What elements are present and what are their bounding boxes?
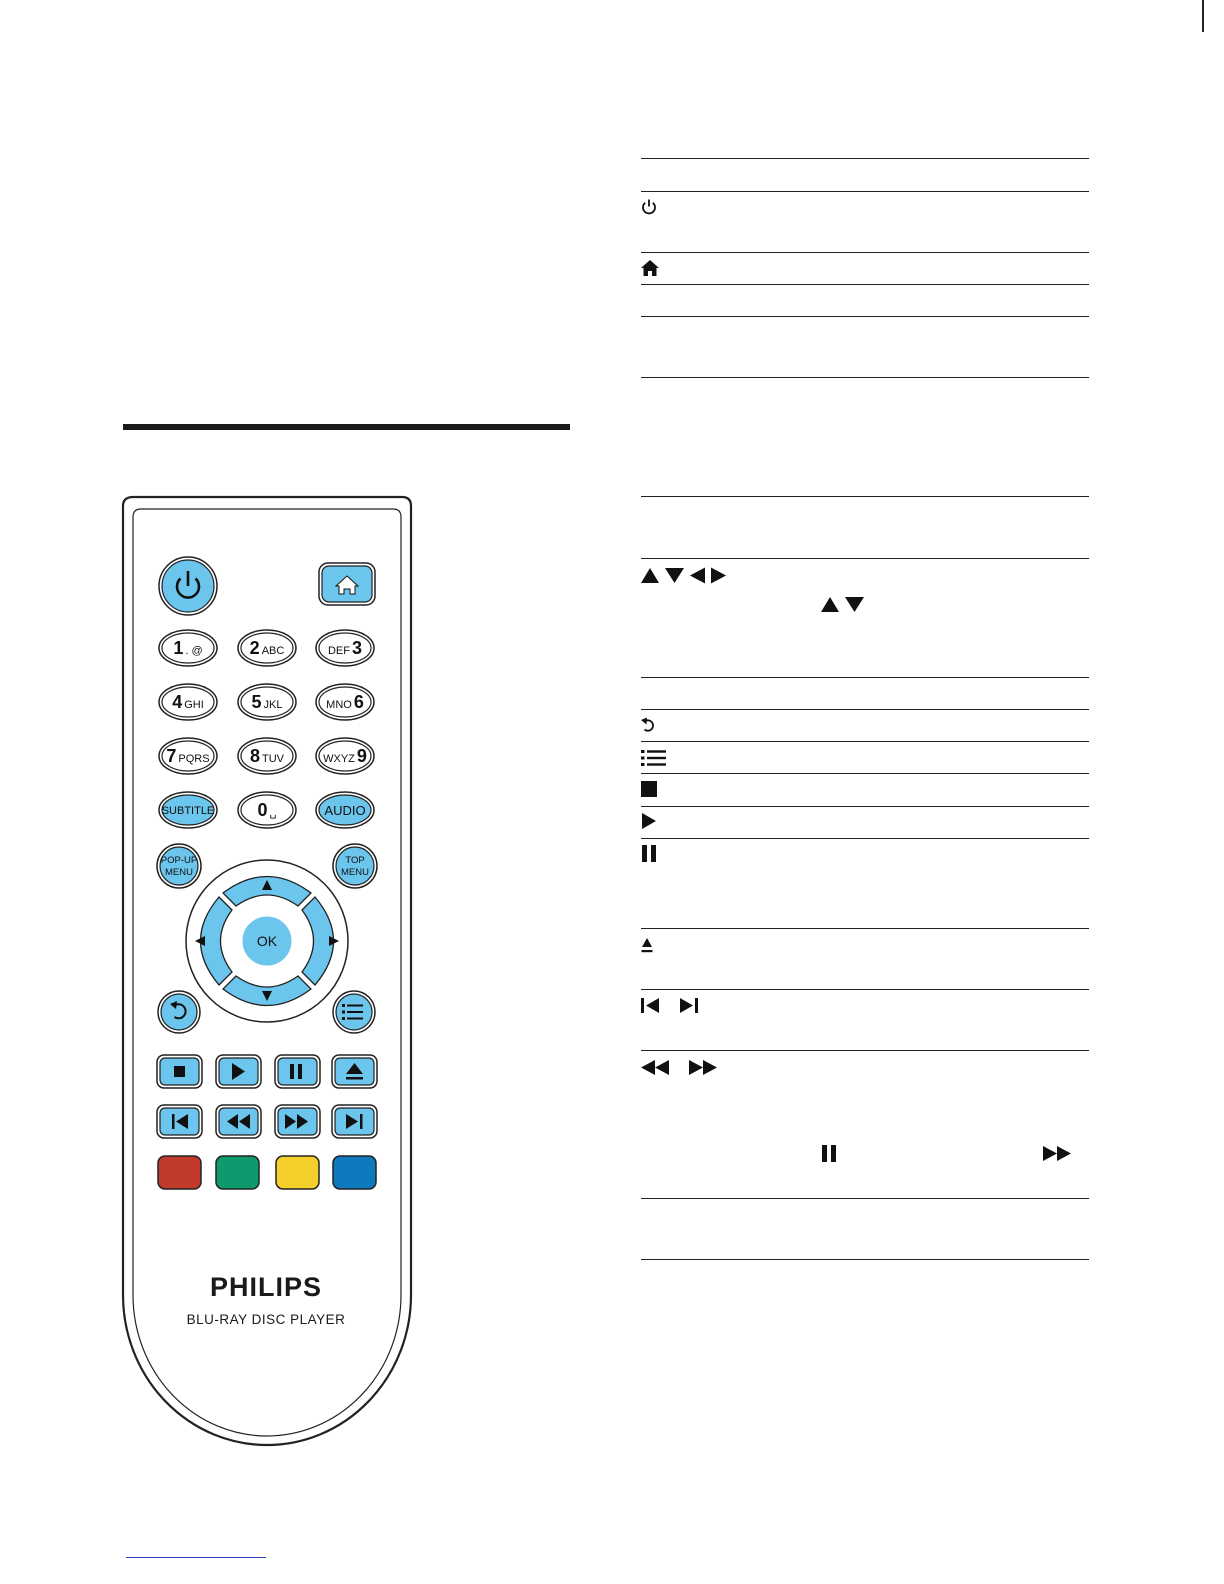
key-number: 3 — [351, 638, 363, 658]
key-letters: DEF — [327, 645, 350, 657]
remote-home-button[interactable] — [319, 563, 375, 605]
key-number: 2 — [249, 638, 260, 658]
key-number: 5 — [251, 692, 262, 712]
ok-label: OK — [256, 933, 278, 949]
remote-back-button[interactable] — [158, 991, 200, 1033]
remote-key-1[interactable] — [159, 630, 217, 666]
key-number: 6 — [353, 692, 364, 712]
remote-key-0[interactable] — [238, 792, 296, 828]
key-letters: PQRS — [178, 753, 210, 765]
remote-key-2[interactable] — [238, 630, 296, 666]
key-number: 4 — [172, 692, 183, 712]
key-letters: ABC — [261, 645, 285, 657]
remote-red-button[interactable] — [158, 1156, 201, 1189]
key-number: 8 — [249, 746, 261, 766]
remote-eject-button[interactable] — [332, 1055, 377, 1088]
remote-ok-button[interactable] — [243, 917, 291, 965]
remote-popup-menu-button[interactable] — [157, 844, 201, 888]
key-number: 9 — [356, 746, 367, 766]
audio-label: AUDIO — [324, 803, 366, 818]
remote-next-button[interactable] — [332, 1105, 377, 1138]
remote-options-button[interactable] — [333, 991, 375, 1033]
remote-power-button[interactable] — [159, 557, 217, 615]
key-letters: MNO — [326, 699, 352, 711]
remote-previous-button[interactable] — [157, 1105, 202, 1138]
key-letters: ␣ — [269, 807, 277, 819]
key-letters: WXYZ — [323, 753, 355, 765]
remote-key-9[interactable] — [316, 738, 374, 774]
key-number: 0 — [257, 800, 268, 820]
remote-fast-forward-button[interactable] — [275, 1105, 320, 1138]
remote-audio-button[interactable] — [316, 792, 374, 828]
top-menu-label-1: TOP — [345, 855, 365, 866]
remote-nav-ring — [186, 860, 348, 1022]
remote-pause-button[interactable] — [275, 1055, 320, 1088]
remote-key-7[interactable] — [159, 738, 217, 774]
remote-green-button[interactable] — [216, 1156, 259, 1189]
popup-menu-label-2: MENU — [165, 867, 193, 878]
key-letters: . @ — [185, 645, 203, 657]
remote-stop-button[interactable] — [157, 1055, 202, 1088]
remote-model-label: BLU-RAY DISC PLAYER — [186, 1312, 346, 1327]
remote-rewind-button[interactable] — [216, 1105, 261, 1138]
top-menu-label-2: MENU — [341, 867, 369, 878]
subtitle-label: SUBTITLE — [161, 805, 215, 817]
popup-menu-label-1: POP-UP — [160, 855, 198, 866]
remote-key-5[interactable] — [238, 684, 296, 720]
remote-key-6[interactable] — [316, 684, 374, 720]
key-letters: JKL — [263, 699, 283, 711]
remote-key-8[interactable] — [238, 738, 296, 774]
remote-key-4[interactable] — [159, 684, 217, 720]
remote-top-menu-button[interactable] — [333, 844, 377, 888]
remote-subtitle-button[interactable] — [159, 792, 217, 828]
key-number: 7 — [166, 746, 177, 766]
remote-key-3[interactable] — [316, 630, 374, 666]
remote-blue-button[interactable] — [333, 1156, 376, 1189]
remote-play-button[interactable] — [216, 1055, 261, 1088]
key-letters: TUV — [262, 753, 285, 765]
remote-yellow-button[interactable] — [276, 1156, 319, 1189]
key-number: 1 — [173, 638, 184, 658]
key-letters: GHI — [184, 699, 204, 711]
remote-brand-logo: PHILIPS — [209, 1272, 323, 1302]
